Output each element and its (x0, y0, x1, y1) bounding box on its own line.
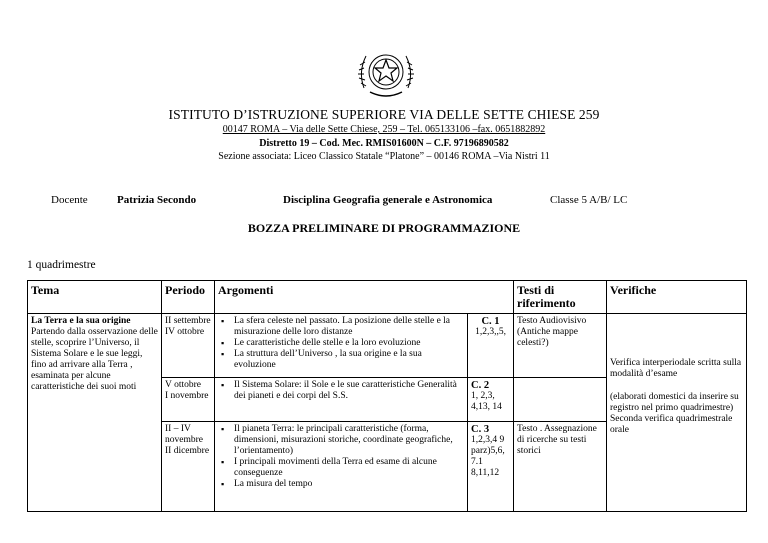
header-argomenti: Argomenti (215, 281, 514, 314)
chapter-label: C. 3 (471, 424, 490, 435)
classe: Classe 5 A/B/ LC (550, 194, 628, 206)
verifiche-text: Verifica interperiodale scritta sulla modalità d’esame (610, 358, 742, 379)
chapter-numbers: 1,2,3,4 9 parz)5,6, 7.1 8,11,12 (471, 435, 505, 478)
chapter-numbers: 1,2,3,,5, (475, 327, 506, 337)
periodo-cell (162, 314, 215, 378)
chapter-label: C. 2 (471, 380, 490, 391)
document-title: BOZZA PRELIMINARE DI PROGRAMMAZIONE (247, 221, 521, 235)
periodo-line: I novembre (165, 391, 209, 401)
argomento-text: Le caratteristiche delle stelle e la loro evoluzione (234, 338, 421, 348)
argomento-item (234, 338, 464, 349)
header-verifiche: Verifiche (607, 281, 747, 314)
argomento-item (234, 424, 464, 457)
table-row (28, 314, 747, 378)
republic-emblem-icon (356, 42, 416, 104)
argomenti-cell (215, 314, 468, 378)
testi-cell (514, 314, 607, 378)
tema-cell (28, 314, 162, 512)
testi-text: Testo Audiovisivo (Antiche mappe celesti?) (517, 316, 587, 348)
argomento-item (234, 316, 464, 338)
argomento-item (234, 457, 464, 479)
verifiche-cell (607, 314, 747, 512)
argomento-text: La misura del tempo (234, 479, 313, 489)
periodo-line: novembre (165, 435, 203, 445)
tema-title: La Terra e la sua origine (31, 316, 131, 326)
argomenti-cell (215, 422, 468, 512)
chapter-label: C. 1 (481, 316, 500, 327)
periodo-line: II settembre (165, 316, 211, 326)
verifiche-text: (elaborati domestici da inserire su registro nel primo quadrimestre) (610, 392, 739, 413)
chapter-cell (468, 314, 514, 378)
institute-address: 00147 ROMA – Via delle Sette Chiese, 259 – Tel. 065133106 –fax. 0651882892 (222, 124, 546, 135)
verifiche-text: Seconda verifica quadrimestrale orale (610, 414, 733, 435)
docente-label: Docente (51, 194, 88, 206)
testi-text: Testo . Assegnazione di ricerche su testi storici (517, 424, 597, 456)
table-header-row (28, 281, 747, 314)
argomento-text: Il Sistema Solare: il Sole e le sue caratteristiche Generalità dei pianeti e dei corpi del S.S. (234, 380, 457, 401)
quadrimestre-label: 1 quadrimestre (27, 259, 96, 271)
chapter-numbers: 1, 2,3, 4,13, 14 (471, 391, 502, 412)
institute-section: Sezione associata: Liceo Classico Statale “Platone” – 00146 ROMA –Via Nistri 11 (218, 151, 550, 162)
argomento-text: I principali movimenti della Terra ed esame di alcune conseguenze (234, 457, 437, 478)
testi-cell (514, 378, 607, 422)
header-periodo: Periodo (162, 281, 215, 314)
program-table (27, 280, 747, 512)
tema-text: Partendo dalla osservazione delle stelle, scoprire l’Universo, il Sistema Solare e le sue leggi, fino ad arrivare alla Terra , esaminata per alcune caratteristiche dei suoi moti (31, 327, 158, 392)
chapter-cell (468, 378, 514, 422)
argomento-text: Il pianeta Terra: le principali caratteristiche (forma, dimensioni, misurazioni storiche, coordinate geografiche, l’orientamento) (234, 424, 453, 456)
argomenti-cell (215, 378, 468, 422)
argomento-item (234, 349, 464, 371)
chapter-cell (468, 422, 514, 512)
periodo-line: II – IV (165, 424, 191, 434)
disciplina: Disciplina Geografia generale e Astronomica (283, 194, 493, 206)
argomento-text: La sfera celeste nel passato. La posizione delle stelle e la misurazione delle loro distanze (234, 316, 451, 337)
institute-name: ISTITUTO D’ISTRUZIONE SUPERIORE VIA DELLE SETTE CHIESE 259 (168, 107, 600, 122)
testi-cell (514, 422, 607, 512)
docente-name: Patrizia Secondo (117, 194, 197, 206)
periodo-line: IV ottobre (165, 327, 205, 337)
periodo-cell (162, 378, 215, 422)
institute-district: Distretto 19 – Cod. Mec. RMIS01600N – C.F. 97196890582 (259, 138, 509, 149)
header-tema: Tema (28, 281, 162, 314)
periodo-cell (162, 422, 215, 512)
argomento-item (234, 479, 464, 490)
argomento-text: La struttura dell’Universo , la sua origine e la sua evoluzione (234, 349, 422, 370)
header-testi: Testi di riferimento (514, 281, 607, 314)
argomento-item (234, 380, 464, 402)
periodo-line: V ottobre (165, 380, 201, 390)
periodo-line: II dicembre (165, 446, 210, 456)
